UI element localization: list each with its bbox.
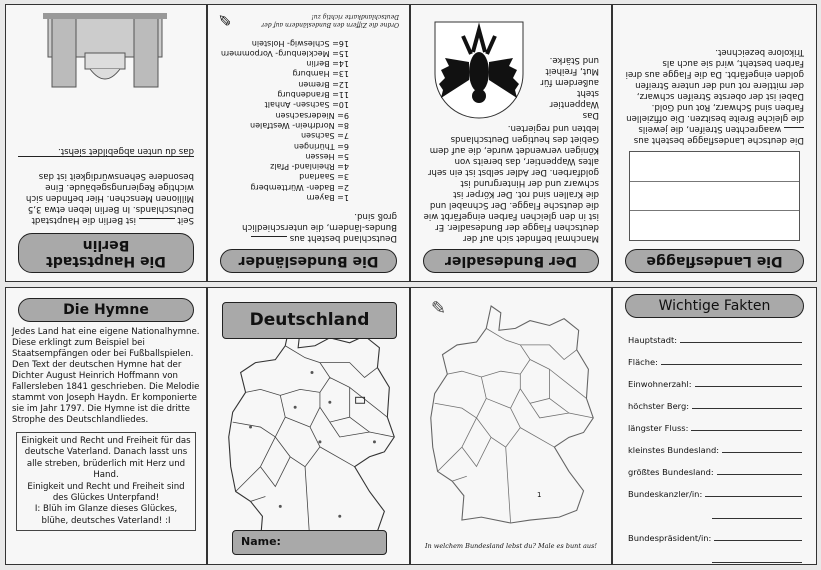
flag-text [613, 46, 816, 145]
state-list-item: 14= Berlin [306, 59, 349, 69]
anthem-lyrics-3: I: Blüh im Glanze dieses Glückes, blühe, deutsches Vaterland! :I [34, 504, 178, 526]
fact-row [628, 477, 802, 499]
capital-title-line2: Berlin [82, 237, 130, 253]
capital-title-line1: Die Hauptstadt [46, 253, 166, 269]
fact-input-line[interactable] [692, 408, 802, 409]
fact-label: längster Fluss: [628, 423, 689, 433]
eagle-title: Der Bundesadler [423, 249, 599, 273]
state-list-item: 6= Thüringen [293, 141, 349, 151]
state-list-item: 15= Mecklenburg- Vorpommern [220, 48, 349, 58]
reichstag-building-image [40, 7, 170, 97]
states-list [208, 37, 409, 202]
fact-label: Hauptstadt: [628, 335, 678, 345]
fact-label: Bundespräsident/in: [628, 533, 712, 543]
state-list-item: 8= Nordrhein- Westfalen [250, 120, 349, 130]
fact-input-line[interactable] [705, 496, 802, 497]
state-list-item: 4= Rheinland- Pfalz [270, 162, 349, 172]
name-field[interactable] [232, 530, 387, 555]
flag-text-1: Die deutsche Landesflagge besteht aus [633, 135, 804, 145]
state-list-item: 5= Hessen [305, 151, 349, 161]
state-list-item: 16= Schleswig- Holstein [251, 38, 349, 48]
capital-text-3: das du unten abgebildet siehst. [57, 146, 194, 156]
state-list-item: 12= Bremen [298, 79, 349, 89]
state-list-item: 9= Niedersachsen [275, 110, 349, 120]
states-text-2: Bundes-ländern, die unterschiedlich groß sind. [242, 211, 397, 232]
fact-label: größtes Bundesland: [628, 467, 714, 477]
capital-title [18, 233, 194, 273]
panel-color-map [410, 287, 612, 565]
anthem-lyrics-1: Einigkeit und Recht und Freiheit für das deutsche Vaterland. Danach lasst uns alle streben, brüderlich mit Herz und Hand. [21, 436, 191, 481]
fill-blank[interactable] [251, 236, 287, 237]
anthem-lyrics-2: Einigkeit und Recht und Freiheit sind des Glückes Unterpfand! [27, 481, 185, 504]
fact-row [628, 411, 802, 433]
state-list-item: 11= Brandenburg [277, 90, 349, 100]
fact-extra-line[interactable] [613, 543, 802, 565]
flag-stripe-top[interactable] [630, 210, 799, 240]
flag-stripe-middle[interactable] [630, 181, 799, 211]
fact-input-line[interactable] [722, 452, 802, 453]
name-label: Name: [241, 535, 281, 548]
capital-text-1: Seit [177, 215, 194, 225]
fill-blank[interactable] [784, 127, 804, 128]
fact-label: kleinstes Bundesland: [628, 445, 720, 455]
pencil-icon: ✎ [218, 10, 232, 30]
fact-input-line[interactable] [712, 562, 802, 563]
flag-drawing-box[interactable] [629, 151, 800, 241]
map-caption: In welchem Bundesland lebst du? Male es bunt aus! [424, 542, 598, 550]
map-label-1: 1 [537, 491, 542, 499]
flag-stripe-bottom[interactable] [630, 152, 799, 181]
federal-eagle-image [433, 20, 525, 120]
fact-input-line[interactable] [717, 474, 802, 475]
state-list-item: 10= Sachsen- Anhalt [264, 100, 349, 110]
panel-flag [612, 4, 817, 282]
panel-eagle [410, 4, 612, 282]
panel-states [207, 4, 410, 282]
states-title: Die Bundesländer [220, 249, 397, 273]
fact-input-line[interactable] [661, 364, 802, 365]
fact-input-line[interactable] [691, 430, 802, 431]
states-note [218, 10, 399, 29]
fact-label: Fläche: [628, 357, 658, 367]
panel-facts [612, 287, 817, 565]
anthem-title: Die Hymne [18, 298, 194, 322]
eagle-text-side: Das Wappentier steht außerdem für Mut, Freiheit und Stärke. [540, 55, 599, 120]
panel-capital-berlin [5, 4, 207, 282]
fact-row [628, 345, 802, 367]
cover-title: Deutschland [222, 302, 397, 339]
panel-cover [207, 287, 410, 565]
fill-blank[interactable] [139, 218, 175, 219]
fact-row [628, 367, 802, 389]
germany-states-map [220, 318, 405, 548]
state-list-item: 7= Sachsen [301, 131, 349, 141]
fact-input-line[interactable] [714, 540, 802, 541]
state-list-item: 13= Hamburg [292, 69, 349, 79]
fact-label: höchster Berg: [628, 401, 690, 411]
flag-title: Die Landesflagge [625, 249, 804, 273]
fact-input-line[interactable] [712, 518, 802, 519]
fact-input-line[interactable] [695, 386, 803, 387]
state-list-item: 3= Saarland [299, 172, 349, 182]
panel-anthem [5, 287, 207, 565]
fact-label: Einwohnerzahl: [628, 379, 692, 389]
fact-row [628, 323, 802, 345]
states-text [208, 210, 409, 243]
fact-row [628, 455, 802, 477]
fact-input-line[interactable] [680, 342, 802, 343]
fill-blank[interactable] [18, 156, 194, 168]
capital-text-2: ist Berlin die Hauptstadt Deutschlands. In Berlin leben etwa 3,5 Millionen Menschen. Hier befinden sich wichtige Regierungsgebäude. Eine besondere Sehenswürdigkeit ist das [25, 171, 194, 225]
germany-blank-map[interactable] [423, 294, 603, 534]
fact-extra-line[interactable] [613, 499, 802, 521]
states-text-1: Deutschland besteht aus [289, 233, 397, 243]
state-list-item: 1= Bayern [306, 193, 349, 202]
fact-label: Bundeskanzler/in: [628, 489, 703, 499]
capital-text [6, 145, 206, 225]
states-note-text: Ordne die Ziffern den Bundesländern auf der Deutschlandkarte richtig zu! [261, 12, 399, 28]
fact-row [628, 521, 802, 543]
pencil-icon: ✎ [431, 298, 447, 319]
anthem-text: Jedes Land hat eine eigene Nationalhymne. Diese erklingt zum Beispiel bei Staatsempfängen oder bei Fußballspielen. Den Text der deutschen Hymne hat der Dichter August Heinrich Hoffmann von Fallersleben 1841 geschrieben. Die Melodie stammt von Joseph Haydn. Er komponierte sie im Jahr 1797. Die Hymne ist die dritte Strophe des Deutschlandliedes. [12, 327, 200, 425]
fact-row [628, 433, 802, 455]
anthem-lyrics [16, 432, 196, 531]
facts-title: Wichtige Fakten [625, 294, 804, 318]
state-list-item: 2= Baden- Württemberg [250, 182, 349, 192]
fact-row [628, 389, 802, 411]
eagle-text: Manchmal befindet sich auf der deutschen Flagge der Bundesadler. Er ist in den gleichen Farben eingefärbt wie die deutsche Flagge. Der Schnabel und die Krallen sind rot. Der Körper ist schwarz und der Hintergrund ist goldfarben. Der Adler selbst ist ein sehr altes Wappentier, das bereits von Königen verwendet wurde, die auf dem Gebiet des heutigen Deutschlands lebten und regierten. [423, 123, 599, 243]
flag-text-2: waagrechten Streifen, die jeweils die gleiche Breite besitzen. Die offiziellen Farben sind Schwarz, Rot und Gold. Dabei ist der oberste Streifen schwarz, der mittlere rot und der untere Streifen golden eingefärbt. Da die Flagge aus drei Farben besteht, wird sie auch als Trikolore bezeichnet. [625, 47, 804, 134]
